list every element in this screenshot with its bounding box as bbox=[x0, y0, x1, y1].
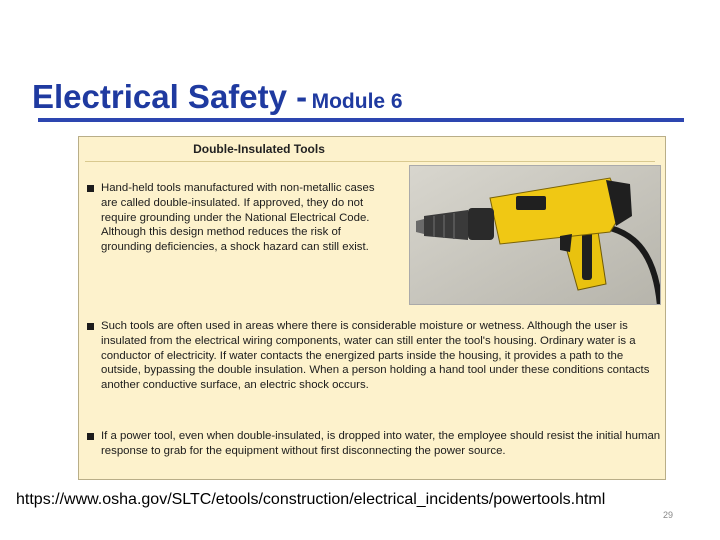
figure-divider bbox=[85, 161, 655, 162]
title-underline bbox=[38, 118, 684, 122]
figure-heading: Double-Insulated Tools bbox=[193, 142, 325, 156]
slide-title-sub: Module 6 bbox=[311, 90, 403, 113]
bullet-text-2: Such tools are often used in areas where there is considerable moisture or wetness. Although the user is insulated from the electrical wiring components, water can still enter the tool's housing. Ordinary water is a conductor of electricity. If water contacts the energized parts inside the housing, it provides a path to the outside, bypassing the double insulation. When a person holding a hand tool under these conditions contacts another conductive surface, an electric shock occurs. bbox=[101, 320, 650, 392]
bullet-text-1: Hand-held tools manufactured with non-metallic cases are called double-insulated. If approved, they do not require grounding under the National Electrical Code. Although this design method reduces the risk of grounding deficiencies, a shock hazard can still exist. bbox=[101, 182, 375, 254]
slide-title-main: Electrical Safety - bbox=[32, 78, 308, 115]
bullet-marker bbox=[87, 433, 94, 440]
source-link[interactable]: https://www.osha.gov/SLTC/etools/construction/electrical_incidents/powertools.html bbox=[16, 491, 606, 508]
drill-photo bbox=[409, 165, 661, 305]
double-insulated-tools-figure bbox=[78, 136, 666, 480]
slide-title bbox=[32, 78, 403, 116]
drill-icon bbox=[410, 166, 661, 305]
bullet-marker bbox=[87, 185, 94, 192]
bullet-text-3: If a power tool, even when double-insulated, is dropped into water, the employee should resist the initial human response to grab for the equipment without first disconnecting the power source. bbox=[101, 430, 661, 457]
page-number: 29 bbox=[663, 510, 674, 520]
bullet-marker bbox=[87, 323, 94, 330]
